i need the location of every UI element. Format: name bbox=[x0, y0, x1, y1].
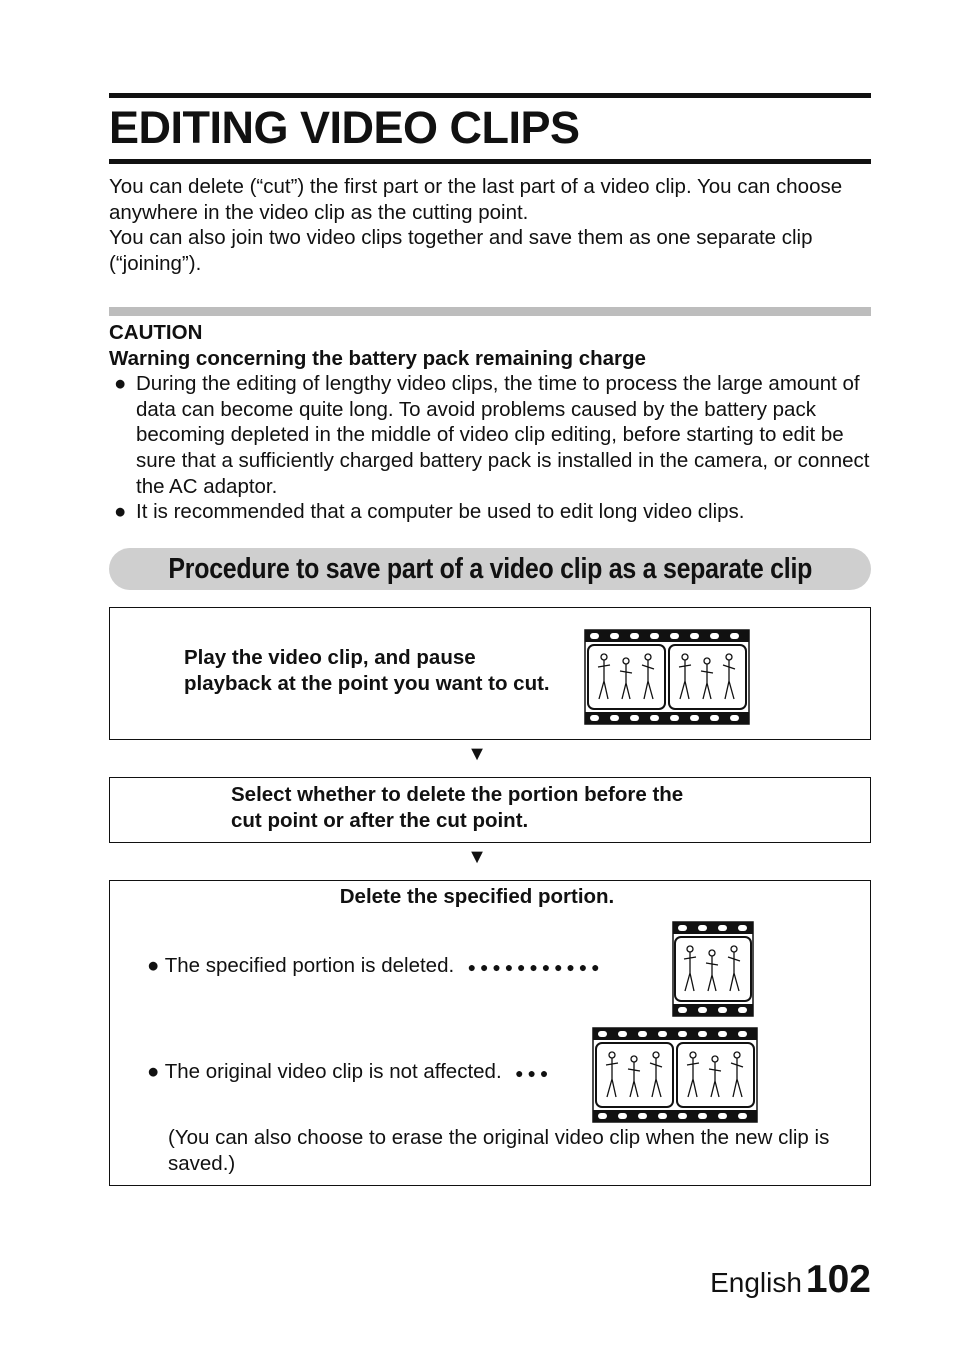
step-select-text bbox=[231, 782, 751, 833]
caution-item-text: During the editing of lengthy video clips, the time to process the large amount of data can become quite long. To avoid problems caused by the battery pack becoming depleted in the middle of video clip editing, before starting to edit be sure that a sufficiently charged battery pack is installed in the camera, or connect the AC adaptor. bbox=[136, 372, 870, 498]
caution-divider bbox=[109, 307, 871, 316]
result-item-deleted bbox=[147, 953, 600, 981]
page-title: EDITING VIDEO CLIPS bbox=[109, 102, 580, 153]
caution-subheading: Warning concerning the battery pack remaining charge bbox=[109, 346, 646, 370]
step-text-line: Select whether to delete the portion before the bbox=[231, 783, 684, 806]
caution-item-text: It is recommended that a computer be used to edit long video clips. bbox=[136, 500, 745, 524]
down-triangle-icon: ▼ bbox=[467, 846, 487, 868]
intro-paragraph: You can delete (“cut”) the first part or the last part of a video clip. You can choose anywhere in the video clip as the cutting point. bbox=[109, 175, 843, 224]
caution-list bbox=[109, 371, 879, 525]
step-text-line: playback at the point you want to cut. bbox=[184, 671, 550, 695]
result-item-original bbox=[147, 1059, 548, 1087]
caution-item bbox=[109, 499, 879, 525]
step-text-line: Play the video clip, and pause bbox=[184, 646, 476, 669]
caution-heading: CAUTION bbox=[109, 321, 203, 344]
intro-text bbox=[109, 174, 879, 276]
result-text: The original video clip is not affected. bbox=[164, 1060, 502, 1083]
title-rule-bottom bbox=[109, 159, 871, 164]
footer-language: English bbox=[710, 1267, 802, 1298]
bullet-dot-icon: ● bbox=[114, 500, 127, 524]
page-number: 102 bbox=[805, 1258, 871, 1301]
film-strip-icon bbox=[592, 1027, 758, 1123]
down-triangle-icon: ▼ bbox=[467, 743, 487, 765]
leader-dots: ● ● ● bbox=[507, 1065, 549, 1081]
section-title: Procedure to save part of a video clip as a separate clip bbox=[168, 553, 812, 585]
step-note: (You can also choose to erase the original video clip when the new clip is saved.) bbox=[168, 1126, 830, 1175]
film-strip-icon bbox=[584, 629, 750, 725]
section-heading bbox=[109, 548, 871, 590]
intro-paragraph: You can also join two video clips together and save them as one separate clip (“joining”). bbox=[109, 226, 813, 275]
title-rule-top bbox=[109, 93, 871, 98]
caution-block bbox=[109, 320, 879, 525]
bullet-dot-icon: ● bbox=[147, 954, 160, 977]
bullet-dot-icon: ● bbox=[114, 372, 127, 396]
film-strip-icon bbox=[672, 921, 754, 1017]
caution-item bbox=[109, 371, 879, 499]
step-play-text bbox=[184, 645, 604, 696]
step-delete-title: Delete the specified portion. bbox=[339, 885, 615, 908]
step-text-line: cut point or after the cut point. bbox=[231, 808, 529, 832]
bullet-dot-icon: ● bbox=[147, 1060, 160, 1083]
result-text: The specified portion is deleted. bbox=[164, 954, 455, 977]
leader-dots: ● ● ● ● ● ● ● ● ● ● ● bbox=[459, 959, 600, 975]
page-footer bbox=[710, 1258, 871, 1302]
